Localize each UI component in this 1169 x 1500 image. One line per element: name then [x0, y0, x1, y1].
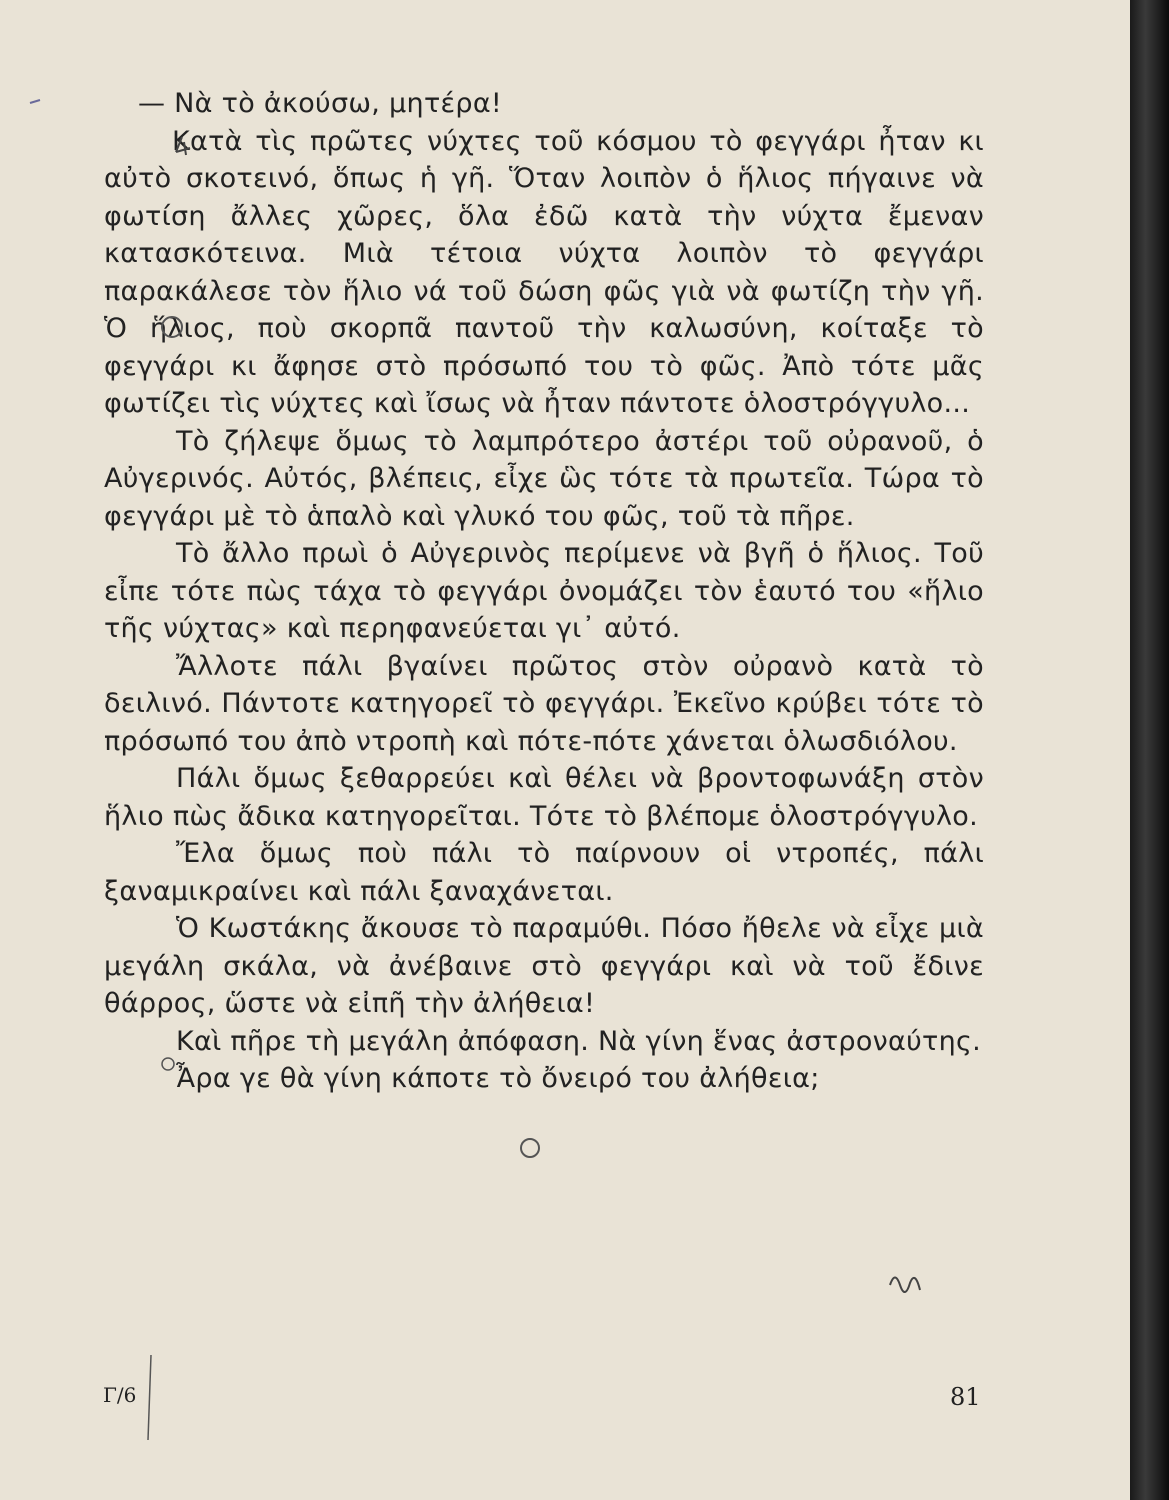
footer-signature: Γ/6 [103, 1383, 137, 1407]
paragraph: Ἆρα γε θὰ γίνη κάποτε τὸ ὄνειρό του ἀλήθεια; [176, 1063, 820, 1094]
paragraph: — Νὰ τὸ ἀκούσω, μητέρα! [138, 88, 503, 119]
paragraph: Τὸ ἄλλο πρωὶ ὁ Αὐγερινὸς περίμενε νὰ βγῆ ὁ ἥλιος. Τοῦ εἶπε τότε πὼς τάχα τὸ φεγγάρι ὀνομάζει τὸν ἑαυτό του «ἥλιο τῆς νύχτας» καὶ περηφανεύεται γι᾿ αὐτό. [104, 538, 984, 644]
pen-mark-truth [521, 1139, 539, 1157]
book-edge-shadow [1130, 0, 1169, 1500]
paragraph: Ὁ Κωστάκης ἄκουσε τὸ παραμύθι. Πόσο ἤθελε νὰ εἶχε μιὰ μεγάλη σκάλα, νὰ ἀνέβαινε στὸ φεγγάρι καὶ νὰ τοῦ ἔδινε θάρρος, ὥστε νὰ εἰπῆ τὴν ἀλήθεια! [104, 913, 984, 1019]
paragraph: Τὸ ζήλεψε ὅμως τὸ λαμπρότερο ἀστέρι τοῦ οὐρανοῦ, ὁ Αὐγερινός. Αὐτός, βλέπεις, εἶχε ὣς τότε τὰ πρωτεῖα. Τώρα τὸ φεγγάρι μὲ τὸ ἁπαλὸ καὶ γλυκό του φῶς, τοῦ τὰ πῆρε. [104, 425, 984, 532]
pen-squiggle-end [890, 1278, 920, 1293]
paragraph: Ἄλλοτε πάλι βγαίνει πρῶτος στὸν οὐρανὸ κατὰ τὸ δειλινό. Πάντοτε κατηγορεῖ τὸ φεγγάρι. Ἐκεῖνο κρύβει τότε τὸ πρόσωπό του ἀπὸ ντροπὴ καὶ πότε-πότε χάνεται ὁλωσδιόλου. [104, 650, 984, 757]
page-number: 81 [950, 1383, 981, 1411]
pen-margin-line [148, 1355, 151, 1440]
paragraph: Πάλι ὅμως ξεθαρρεύει καὶ θέλει νὰ βροντοφωνάξη στὸν ἥλιο πὼς ἄδικα κατηγορεῖται. Τότε τὸ βλέπομε ὁλοστρόγγυλο. [104, 763, 984, 832]
paragraph: Ἔλα ὅμως ποὺ πάλι τὸ παίρνουν οἱ ντροπές, πάλι ξαναμικραίνει καὶ πάλι ξαναχάνεται. [104, 838, 984, 907]
paragraph: Καὶ πῆρε τὴ μεγάλη ἀπόφαση. Νὰ γίνη ἕνας ἀστροναύτης. [176, 1025, 982, 1057]
story-text [104, 85, 984, 1098]
pen-mark-top [30, 100, 40, 103]
paragraph: Κατὰ τὶς πρῶτες νύχτες τοῦ κόσμου τὸ φεγγάρι ἦταν κι αὐτὸ σκοτεινό, ὅπως ἡ γῆ. Ὅταν λοιπὸν ὁ ἥλιος πήγαινε νὰ φωτίση ἄλλες χῶρες, ὅλα ἐδῶ κατὰ τὴν νύχτα ἔμεναν κατασκότεινα. Μιὰ τέτοια νύχτα λοιπὸν τὸ φεγγάρι παρακάλεσε τὸν ἥλιο νά τοῦ δώση φῶς γιὰ νὰ φωτίζη τὴν γῆ. Ὁ ἥλιος, ποὺ σκορπᾶ παντοῦ τὴν καλωσύνη, κοίταξε τὸ φεγγάρι κι ἄφησε στὸ πρόσωπό του τὸ φῶς. Ἀπὸ τότε μᾶς φωτίζει τὶς νύχτες καὶ ἴσως νὰ ἦταν πάντοτε ὁλοστρόγγυλο... [104, 125, 984, 419]
